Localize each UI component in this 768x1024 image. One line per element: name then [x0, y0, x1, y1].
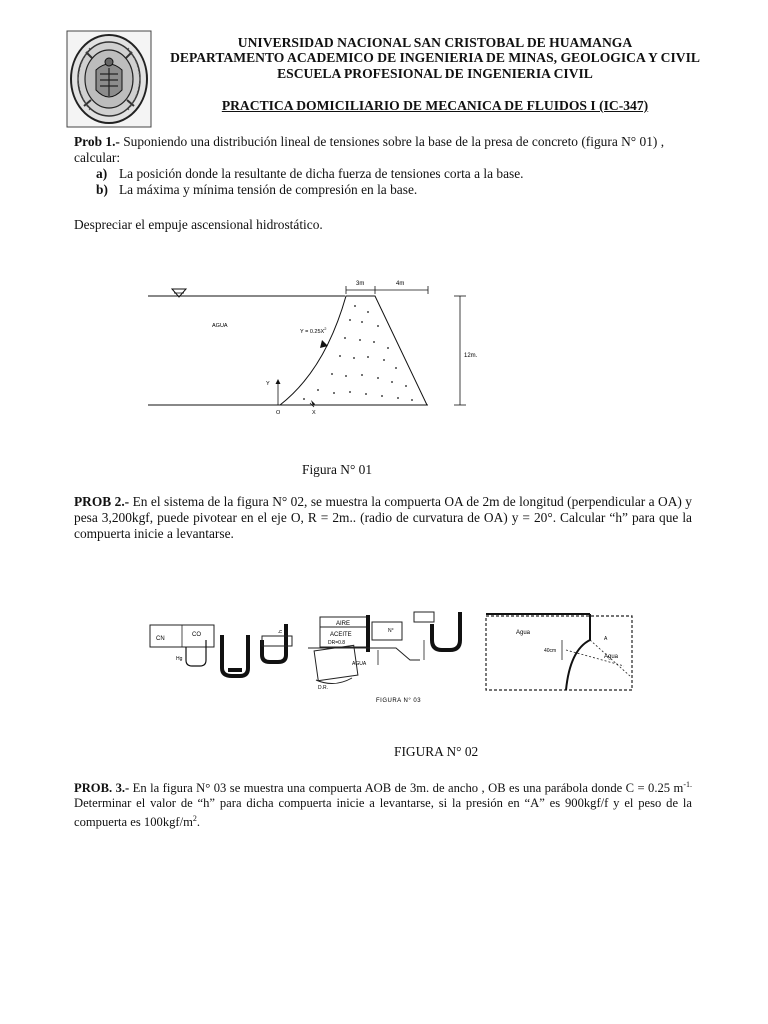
university-name: UNIVERSIDAD NACIONAL SAN CRISTOBAL DE HUAMANGA — [237, 35, 633, 50]
water-label: AGUA — [212, 323, 228, 329]
label-co: CO — [192, 632, 201, 638]
figure-1-caption: Figura N° 01 — [302, 462, 373, 477]
curved-gate — [566, 614, 590, 690]
practice-title-text: PRACTICA DOMICILIARIO DE MECANICA DE FLUIDOS I (IC-347) — [221, 98, 649, 113]
dam-body — [280, 296, 427, 405]
curve-equation-label: $Y = 0.25X^2$ — [300, 326, 327, 335]
label-agua-right-2: Agua — [604, 654, 619, 660]
problem-2-label: PROB 2.- — [74, 494, 130, 509]
problem-1-text: Suponiendo una distribución lineal de tensiones sobre la base de la presa de concreto (figura N° 01) , calcular: — [74, 134, 665, 165]
item-b-letter: b) — [96, 182, 108, 197]
gate-region — [486, 616, 632, 690]
problem-3-text-1: En la figura N° 03 se muestra una compuerta AOB de 3m. de ancho , OB es una parábola donde C = 0.25 m — [129, 781, 684, 796]
figure-1-dam-diagram — [0, 270, 768, 420]
svg-text:A: A — [604, 636, 608, 642]
n-tank — [372, 622, 402, 640]
problem-3-label: PROB. 3.- — [74, 781, 130, 796]
problem-3-exp-2: 2 — [192, 814, 197, 824]
item-b-text: La máxima y mínima tensión de compresión en la base. — [119, 182, 418, 197]
u-tube-1 — [186, 640, 206, 666]
axis-y-label: Y — [266, 381, 270, 387]
label-aire: AIRE — [336, 621, 351, 627]
problem-3-statement — [74, 777, 692, 830]
problem-1-note: Despreciar el empuje ascensional hidrostático. — [74, 217, 323, 232]
practice-title — [150, 98, 720, 113]
problem-2-text: En el sistema de la figura N° 02, se muestra la compuerta OA de 2m de longitud (perpendicular a OA) y pesa 3,200kgf, puede pivotear en el eje O, R = 2m.. (radio de curvatura de OA) y = 20°. Calcular “h” para que la compuerta inicie a levantarse. — [74, 494, 692, 541]
u-tube-3 — [262, 624, 286, 662]
problem-1-label: Prob 1.- — [74, 134, 120, 149]
label-dr: D.R. — [318, 685, 328, 691]
axis-x-label: X — [312, 410, 316, 416]
problem-2-statement — [74, 494, 692, 542]
label-cn: CN — [156, 636, 165, 642]
figure-2-caption: FIGURA N° 02 — [394, 744, 479, 759]
svg-text:DR=0.8: DR=0.8 — [328, 640, 346, 646]
problem-3-exp-1: -1. — [683, 780, 693, 789]
dim-4m-label: 4m — [396, 281, 405, 287]
problem-1-item-b — [96, 182, 696, 198]
svg-text:h: h — [278, 630, 284, 633]
university-seal — [66, 30, 152, 128]
origin-label: O — [276, 410, 281, 416]
label-aceite: ACEITE — [330, 632, 352, 638]
item-a-letter: a) — [96, 166, 108, 181]
u-tube-4 — [432, 612, 460, 650]
svg-text:N°: N° — [388, 628, 394, 634]
problem-1-item-a — [96, 166, 696, 182]
figure-2-inner-caption: FIGURA N° 03 — [376, 698, 422, 704]
label-agua-right: Agua — [516, 630, 531, 636]
department-name: DEPARTAMENTO ACADEMICO DE INGENIERIA DE MINAS, GEOLOGICA Y CIVIL — [170, 50, 700, 65]
problem-3-text-2: Determinar el valor de “h” para dicha compuerta inicie a levantarse, si la presión en “A” es 900kgf/f y el peso de la compuerta es 100kgf/m — [74, 796, 692, 830]
school-name: ESCUELA PROFESIONAL DE INGENIERIA CIVIL — [277, 66, 593, 81]
dim-12m-label: 12m. — [464, 353, 478, 359]
figure-2-manometer-diagram — [0, 598, 768, 710]
label-agua-box: AGUA — [352, 661, 367, 667]
svg-text:40cm: 40cm — [544, 648, 557, 654]
problem-1-statement — [74, 134, 692, 166]
problem-3-text-3: . — [196, 815, 201, 830]
svg-text:Hg: Hg — [176, 656, 183, 662]
item-a-text: La posición donde la resultante de dicha fuerza de tensiones corta a la base. — [119, 166, 524, 181]
dim-3m-label: 3m — [356, 281, 365, 287]
